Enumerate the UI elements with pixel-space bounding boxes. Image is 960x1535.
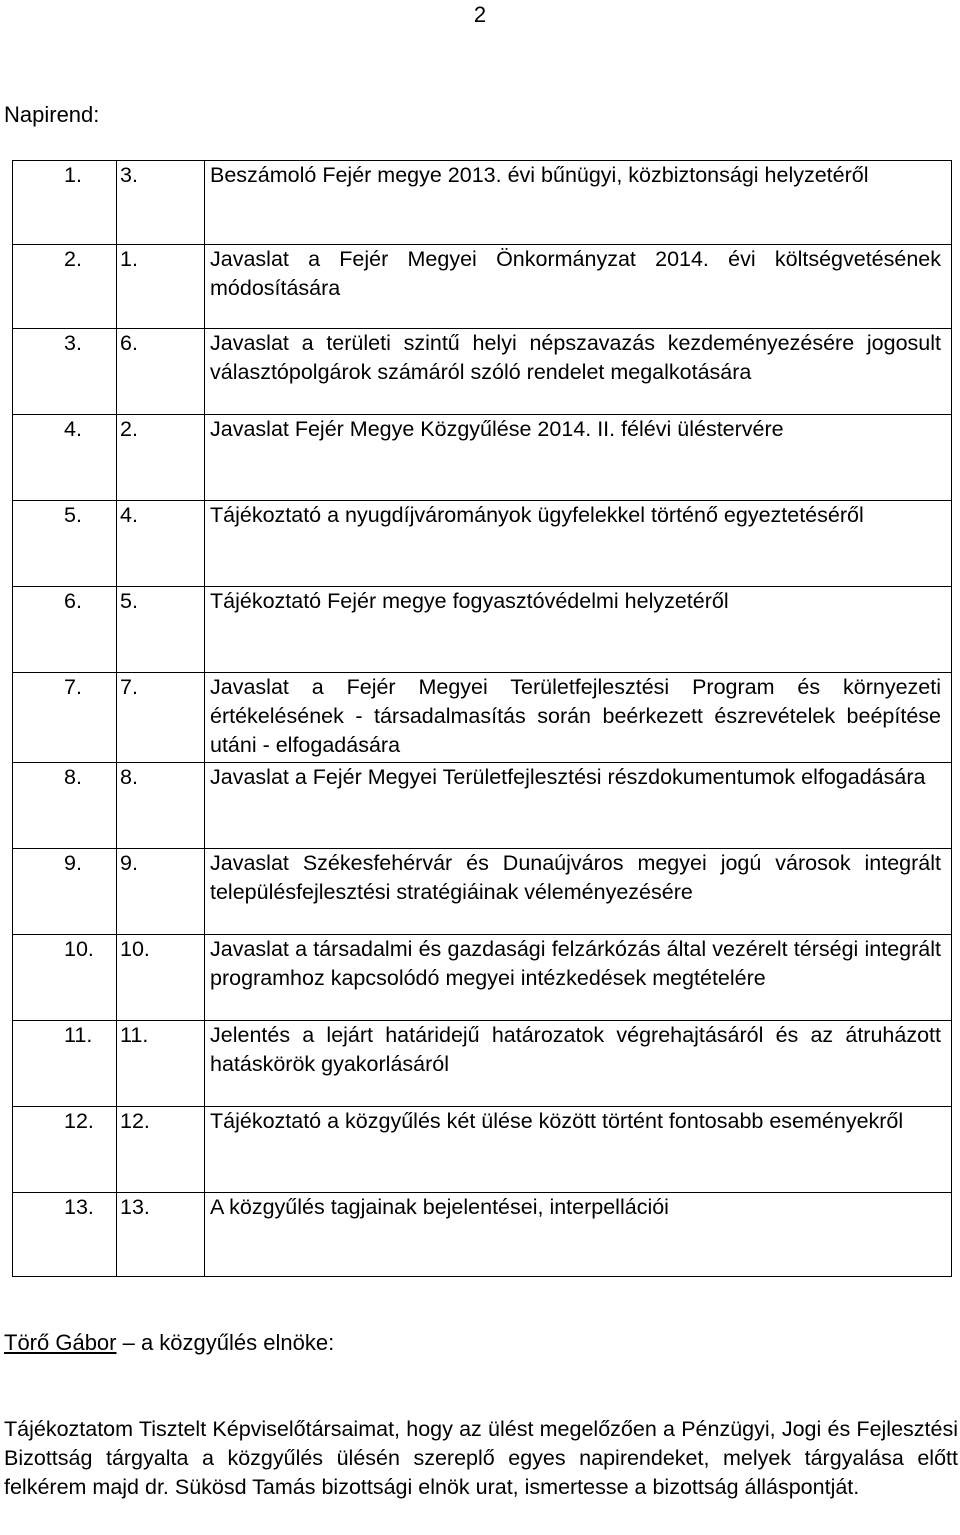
agenda-item-original-number: 10. <box>117 935 205 1021</box>
agenda-title: Napirend: <box>4 102 100 127</box>
agenda-item-title: Jelentés a lejárt határidejű határozatok végrehajtásáról és az átruházott hatáskörök gyakorlásáról <box>205 1021 952 1107</box>
agenda-item-number: 9. <box>13 849 117 935</box>
agenda-item-title: Javaslat a Fejér Megyei Területfejlesztési részdokumentumok elfogadására <box>205 763 952 849</box>
agenda-row <box>13 245 952 329</box>
agenda-item-original-number: 5. <box>117 587 205 673</box>
agenda-item-number: 11. <box>13 1021 117 1107</box>
speaker-role: – a közgyűlés elnöke: <box>116 1330 335 1355</box>
agenda-item-original-number: 13. <box>117 1193 205 1277</box>
agenda-item-number: 1. <box>13 161 117 245</box>
agenda-row <box>13 501 952 587</box>
agenda-item-original-number: 1. <box>117 245 205 329</box>
agenda-item-number: 6. <box>13 587 117 673</box>
agenda-item-number: 10. <box>13 935 117 1021</box>
agenda-item-original-number: 3. <box>117 161 205 245</box>
agenda-item-title: Javaslat a Fejér Megyei Területfejlesztési Program és környezeti értékelésének - társadalmasítás során beérkezett észrevételek beépítése utáni - elfogadására <box>205 673 952 763</box>
agenda-item-title: A közgyűlés tagjainak bejelentései, interpellációi <box>205 1193 952 1277</box>
agenda-row <box>13 587 952 673</box>
agenda-item-number: 13. <box>13 1193 117 1277</box>
agenda-item-original-number: 12. <box>117 1107 205 1193</box>
agenda-row <box>13 849 952 935</box>
agenda-item-title: Tájékoztató Fejér megye fogyasztóvédelmi helyzetéről <box>205 587 952 673</box>
agenda-table <box>12 160 952 1277</box>
agenda-row <box>13 1193 952 1277</box>
agenda-item-original-number: 8. <box>117 763 205 849</box>
agenda-item-title: Beszámoló Fejér megye 2013. évi bűnügyi, közbiztonsági helyzetéről <box>205 161 952 245</box>
agenda-item-title: Javaslat a társadalmi és gazdasági felzárkózás által vezérelt térségi integrált programhoz kapcsolódó megyei intézkedések megtételére <box>205 935 952 1021</box>
agenda-item-number: 4. <box>13 415 117 501</box>
page-number: 2 <box>473 2 487 27</box>
agenda-row <box>13 763 952 849</box>
agenda-item-title: Tájékoztató a közgyűlés két ülése között történt fontosabb eseményekről <box>205 1107 952 1193</box>
agenda-item-original-number: 9. <box>117 849 205 935</box>
body-paragraph: Tájékoztatom Tisztelt Képviselőtársaimat, hogy az ülést megelőzően a Pénzügyi, Jogi és Fejlesztési Bizottság tárgyalta a közgyűlés ülésén szereplő egyes napirendeket, melyek tárgyalása előtt felkérem majd dr. Sükösd Tamás bizottsági elnök urat, ismertesse a bizottság álláspontját. <box>4 1417 958 1499</box>
agenda-item-title: Javaslat a területi szintű helyi népszavazás kezdeményezésére jogosult választópolgárok számáról szóló rendelet megalkotására <box>205 329 952 415</box>
agenda-item-number: 5. <box>13 501 117 587</box>
agenda-item-original-number: 7. <box>117 673 205 763</box>
agenda-row <box>13 329 952 415</box>
speaker-line <box>4 1330 334 1356</box>
agenda-row <box>13 161 952 245</box>
agenda-row <box>13 415 952 501</box>
agenda-item-number: 8. <box>13 763 117 849</box>
agenda-item-number: 12. <box>13 1107 117 1193</box>
agenda-item-number: 2. <box>13 245 117 329</box>
agenda-row <box>13 1021 952 1107</box>
agenda-item-title: Javaslat Fejér Megye Közgyűlése 2014. II. félévi üléstervére <box>205 415 952 501</box>
agenda-item-original-number: 4. <box>117 501 205 587</box>
agenda-item-title: Javaslat a Fejér Megyei Önkormányzat 2014. évi költségvetésének módosítására <box>205 245 952 329</box>
agenda-item-title: Javaslat Székesfehérvár és Dunaújváros megyei jogú városok integrált településfejlesztési stratégiáinak véleményezésére <box>205 849 952 935</box>
agenda-row <box>13 1107 952 1193</box>
agenda-item-number: 7. <box>13 673 117 763</box>
agenda-item-original-number: 2. <box>117 415 205 501</box>
agenda-item-number: 3. <box>13 329 117 415</box>
speaker-name: Törő Gábor <box>4 1330 117 1355</box>
agenda-row <box>13 673 952 763</box>
agenda-row <box>13 935 952 1021</box>
agenda-item-title: Tájékoztató a nyugdíjvárományok ügyfelekkel történő egyeztetéséről <box>205 501 952 587</box>
agenda-item-original-number: 6. <box>117 329 205 415</box>
agenda-item-original-number: 11. <box>117 1021 205 1107</box>
